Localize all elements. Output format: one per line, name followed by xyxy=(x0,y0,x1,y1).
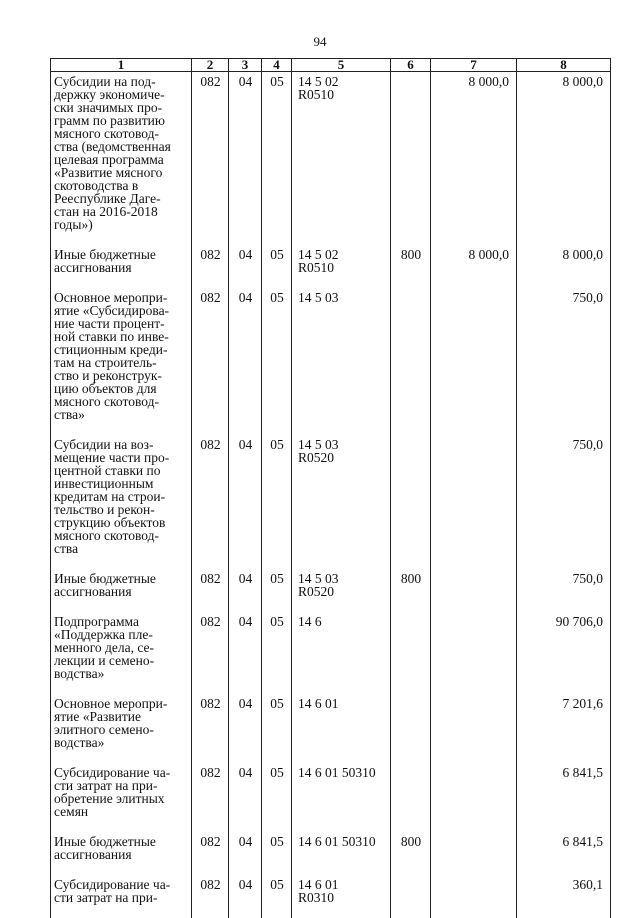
column-header-5: 5 xyxy=(292,59,391,72)
section-code: 04 xyxy=(229,245,262,288)
subsection-code: 05 xyxy=(262,832,292,875)
table-row xyxy=(51,72,611,246)
ministry-code: 082 xyxy=(192,832,229,875)
amount-col8: 750,0 xyxy=(517,435,611,569)
expense-type-code xyxy=(391,288,431,435)
target-article-code: 14 6 01 xyxy=(292,694,391,763)
expense-type-code xyxy=(391,435,431,569)
table-row xyxy=(51,435,611,569)
amount-col7 xyxy=(431,875,517,918)
target-article-code: 14 5 03 R0520 xyxy=(292,435,391,569)
expense-type-code xyxy=(391,763,431,832)
table-row xyxy=(51,832,611,875)
amount-col7 xyxy=(431,694,517,763)
row-name: Субсидии на под- держку экономиче- ски значимых про- грамм по развитию мясного скотовод- ства (ведомственная целевая программа «Развитие мясного скотоводства в Рееспублике Даге- стан на 2016-2018 годы») xyxy=(51,72,192,246)
expense-type-code xyxy=(391,72,431,246)
column-header-4: 4 xyxy=(262,59,292,72)
budget-table xyxy=(50,58,611,918)
section-code: 04 xyxy=(229,288,262,435)
column-header-1: 1 xyxy=(51,59,192,72)
subsection-code: 05 xyxy=(262,288,292,435)
amount-col7 xyxy=(431,435,517,569)
amount-col8: 90 706,0 xyxy=(517,612,611,694)
table-row xyxy=(51,245,611,288)
target-article-code: 14 6 xyxy=(292,612,391,694)
column-header-6: 6 xyxy=(391,59,431,72)
amount-col8: 360,1 xyxy=(517,875,611,918)
amount-col8: 750,0 xyxy=(517,288,611,435)
target-article-code: 14 5 02 R0510 xyxy=(292,245,391,288)
subsection-code: 05 xyxy=(262,435,292,569)
header-row xyxy=(51,59,611,72)
ministry-code: 082 xyxy=(192,612,229,694)
amount-col8: 7 201,6 xyxy=(517,694,611,763)
table-row xyxy=(51,569,611,612)
amount-col7 xyxy=(431,612,517,694)
section-code: 04 xyxy=(229,763,262,832)
target-article-code: 14 5 02 R0510 xyxy=(292,72,391,246)
section-code: 04 xyxy=(229,435,262,569)
amount-col7: 8 000,0 xyxy=(431,72,517,246)
amount-col8: 6 841,5 xyxy=(517,832,611,875)
section-code: 04 xyxy=(229,612,262,694)
row-name: Иные бюджетные ассигнования xyxy=(51,832,192,875)
expense-type-code: 800 xyxy=(391,569,431,612)
subsection-code: 05 xyxy=(262,612,292,694)
table-row xyxy=(51,875,611,918)
amount-col8: 6 841,5 xyxy=(517,763,611,832)
amount-col7 xyxy=(431,763,517,832)
column-header-7: 7 xyxy=(431,59,517,72)
table-row xyxy=(51,288,611,435)
ministry-code: 082 xyxy=(192,569,229,612)
table-row xyxy=(51,763,611,832)
section-code: 04 xyxy=(229,694,262,763)
row-name: Подпрограмма «Поддержка пле- менного дела, се- лекции и семено- водства» xyxy=(51,612,192,694)
subsection-code: 05 xyxy=(262,245,292,288)
column-header-3: 3 xyxy=(229,59,262,72)
row-name: Субсидии на воз- мещение части про- центной ставки по инвестиционным кредитам на строи- тельство и рекон- струкцию объектов мясного скотовод- ства xyxy=(51,435,192,569)
row-name: Основное меропри- ятие «Субсидирова- ние части процент- ной ставки по инве- стиционным креди- там на строитель- ство и реконструк- цию объектов для мясного скотовод- ства» xyxy=(51,288,192,435)
amount-col7 xyxy=(431,832,517,875)
column-header-8: 8 xyxy=(517,59,611,72)
subsection-code: 05 xyxy=(262,569,292,612)
amount-col7 xyxy=(431,288,517,435)
section-code: 04 xyxy=(229,72,262,246)
table-row xyxy=(51,612,611,694)
amount-col8: 8 000,0 xyxy=(517,245,611,288)
ministry-code: 082 xyxy=(192,435,229,569)
section-code: 04 xyxy=(229,569,262,612)
subsection-code: 05 xyxy=(262,763,292,832)
target-article-code: 14 6 01 50310 xyxy=(292,763,391,832)
row-name: Иные бюджетные ассигнования xyxy=(51,245,192,288)
ministry-code: 082 xyxy=(192,875,229,918)
expense-type-code: 800 xyxy=(391,245,431,288)
page-number: 94 xyxy=(313,34,327,49)
ministry-code: 082 xyxy=(192,763,229,832)
expense-type-code xyxy=(391,875,431,918)
subsection-code: 05 xyxy=(262,694,292,763)
table-row xyxy=(51,694,611,763)
section-code: 04 xyxy=(229,875,262,918)
amount-col8: 750,0 xyxy=(517,569,611,612)
target-article-code: 14 5 03 R0520 xyxy=(292,569,391,612)
row-name: Субсидирование ча- сти затрат на при- обретение элитных семян xyxy=(51,763,192,832)
column-header-2: 2 xyxy=(192,59,229,72)
amount-col7 xyxy=(431,569,517,612)
expense-type-code xyxy=(391,612,431,694)
target-article-code: 14 6 01 50310 xyxy=(292,832,391,875)
ministry-code: 082 xyxy=(192,245,229,288)
subsection-code: 05 xyxy=(262,875,292,918)
expense-type-code: 800 xyxy=(391,832,431,875)
row-name: Иные бюджетные ассигнования xyxy=(51,569,192,612)
target-article-code: 14 5 03 xyxy=(292,288,391,435)
amount-col7: 8 000,0 xyxy=(431,245,517,288)
ministry-code: 082 xyxy=(192,694,229,763)
ministry-code: 082 xyxy=(192,72,229,246)
section-code: 04 xyxy=(229,832,262,875)
expense-type-code xyxy=(391,694,431,763)
subsection-code: 05 xyxy=(262,72,292,246)
row-name: Субсидирование ча- сти затрат на при- xyxy=(51,875,192,918)
row-name: Основное меропри- ятие «Развитие элитного семено- водства» xyxy=(51,694,192,763)
ministry-code: 082 xyxy=(192,288,229,435)
amount-col8: 8 000,0 xyxy=(517,72,611,246)
target-article-code: 14 6 01 R0310 xyxy=(292,875,391,918)
